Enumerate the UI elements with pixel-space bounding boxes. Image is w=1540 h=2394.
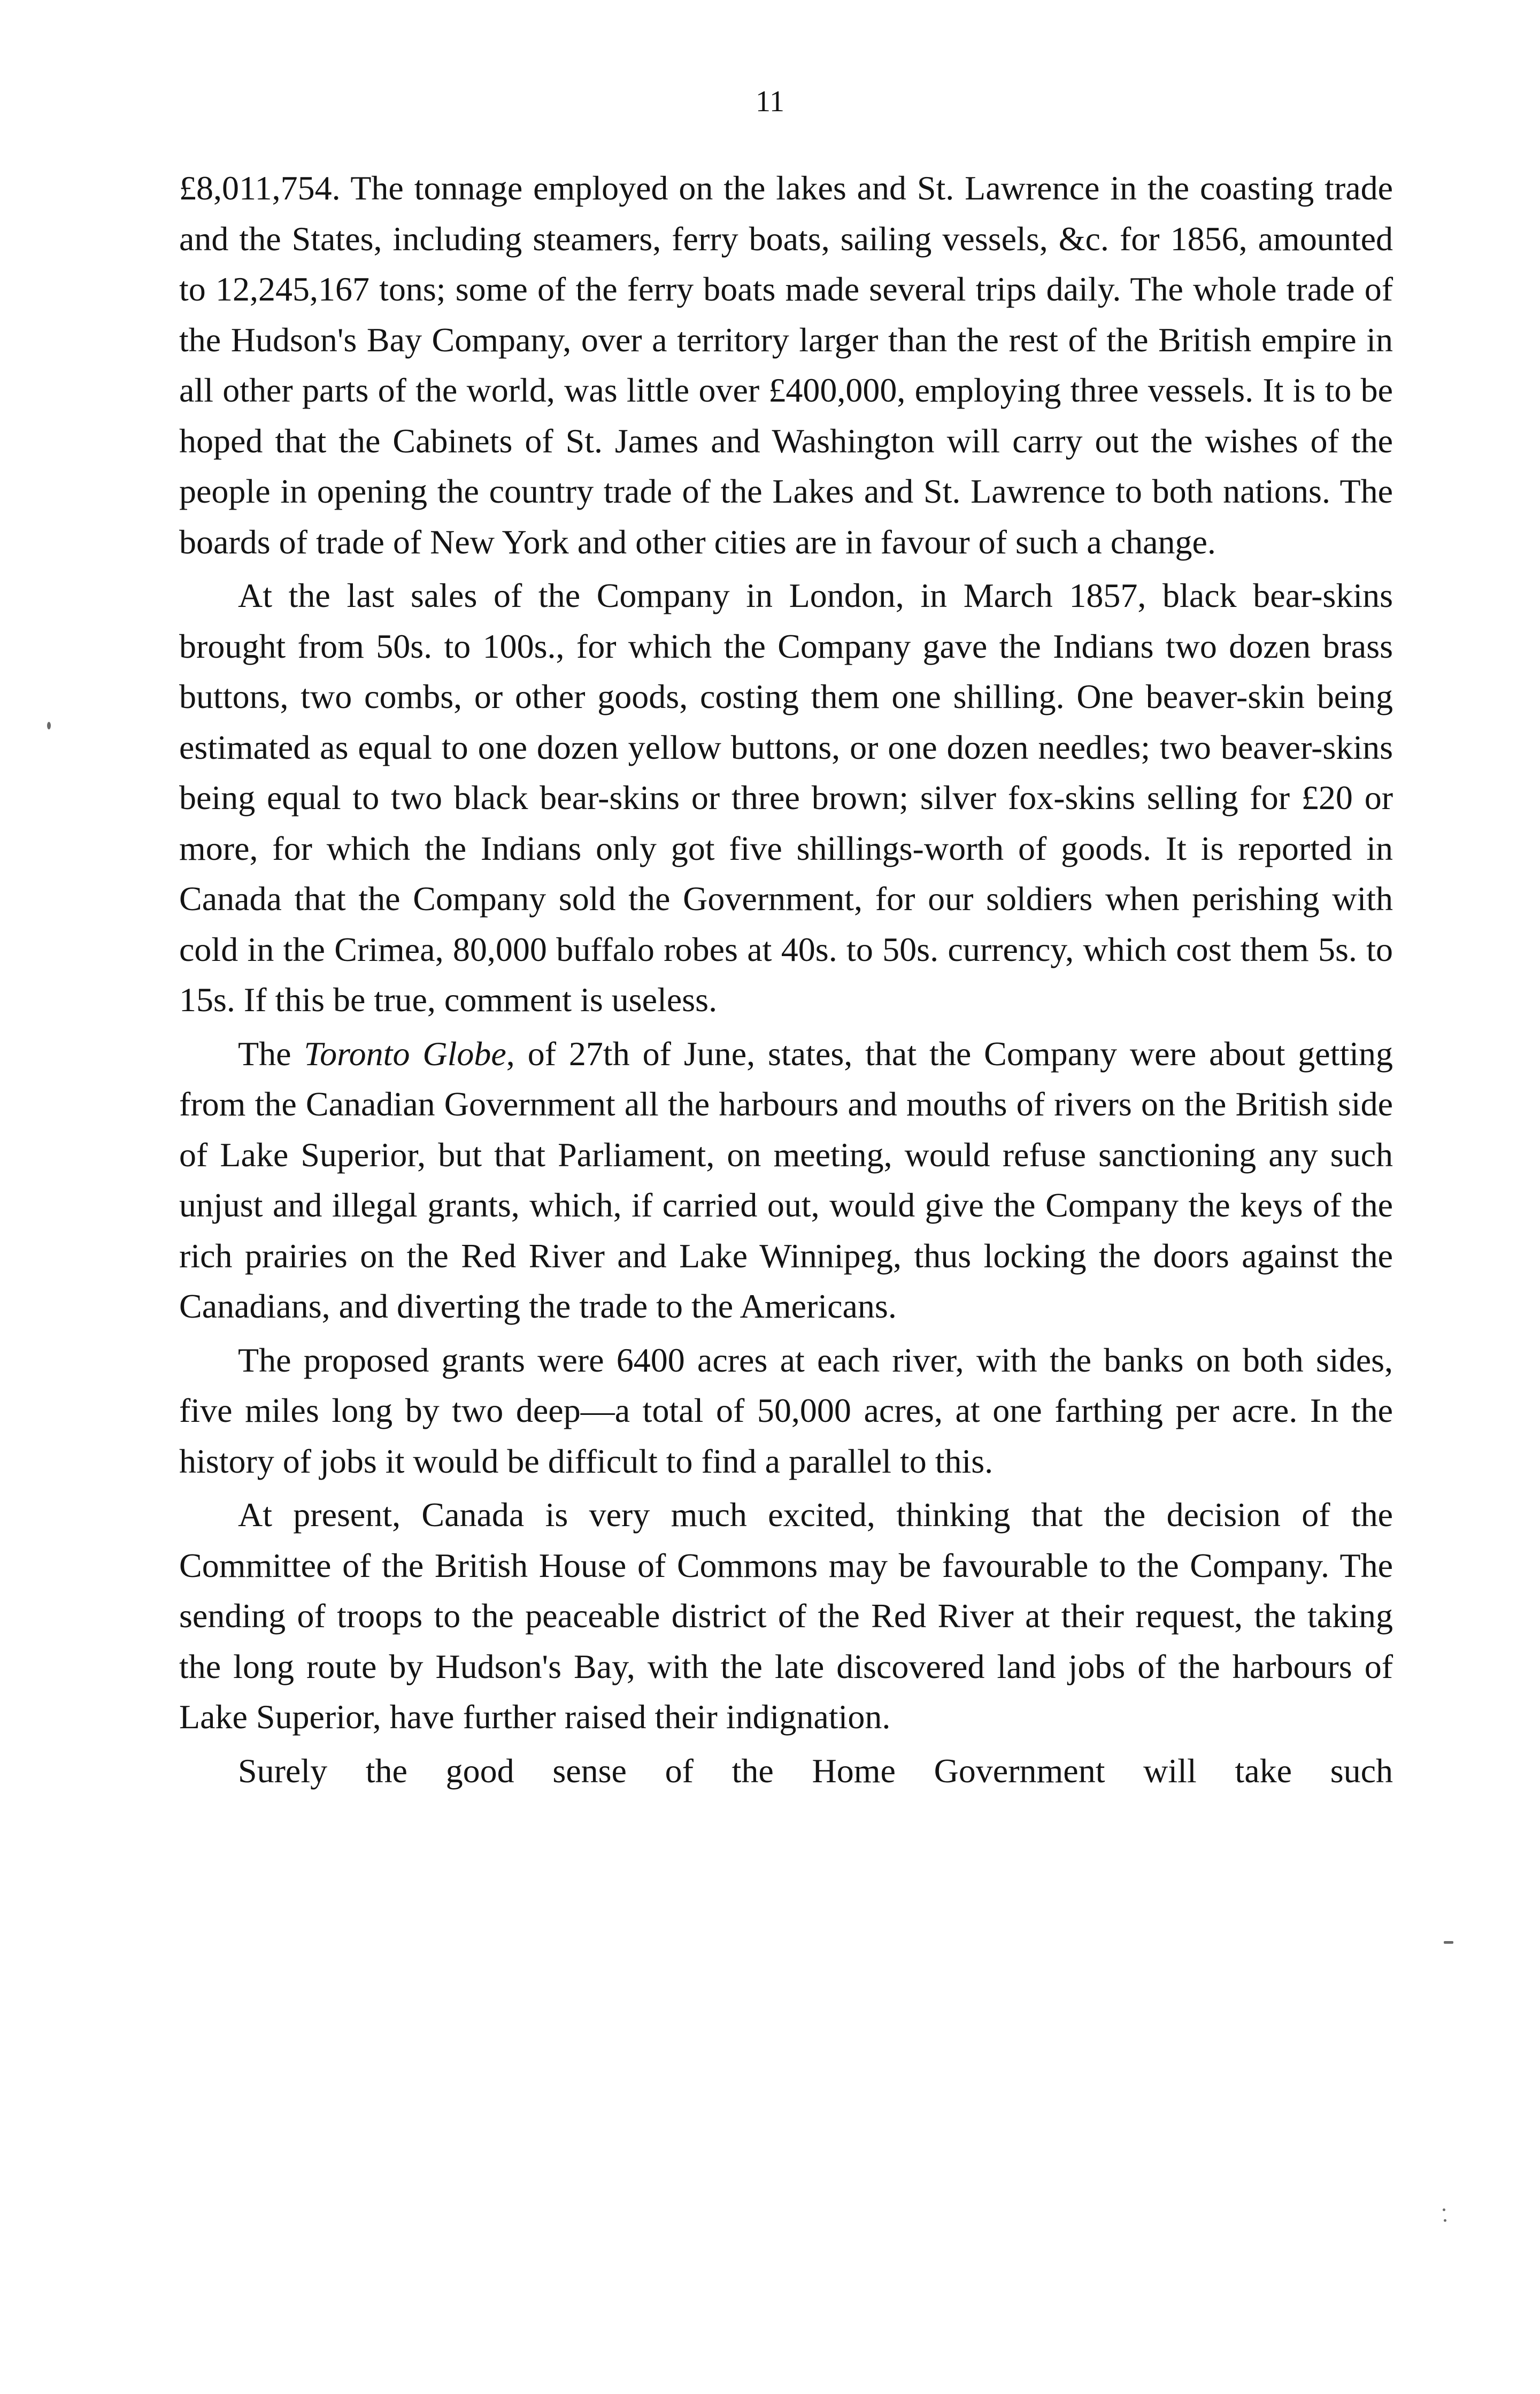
paragraph-5: At present, Canada is very much excited, thinking that the decision of the Committee of the British House of Commons may be favourable to the Company. The sending of troops to the peaceable district of the Red River at their request, the taking the long route by Hudson's Bay, with the late discovered land jobs of the harbours of Lake Superior, have further raised their indignation. [179,1496,1393,1736]
margin-speck [1444,1941,1453,1944]
newspaper-title: Toronto Globe [304,1034,506,1073]
paragraph-1: £8,011,754. The tonnage employed on the lakes and St. Lawrence in the coasting trade and the States, including steamers, ferry boats, sailing vessels, &c. for 1856, amounted to 12,245,167 tons; some of the ferry boats made several trips daily. The whole trade of the Hudson's Bay Company, over a territory larger than the rest of the British empire in all other parts of the world, was little over £400,000, employing three vessels. It is to be hoped that the Cabinets of St. James and Washington will carry out the wishes of the people in opening the country trade of the Lakes and St. Lawrence to both nations. The boards of trade of New York and other cities are in favour of such a change. [179,169,1393,561]
paragraph-4: The proposed grants were 6400 acres at each river, with the banks on both sides, five miles long by two deep—a total of 50,000 acres, at one farthing per acre. In the history of jobs it would be difficult to find a parallel to this. [179,1341,1393,1480]
margin-speck [1443,2208,1445,2211]
body-text [179,163,1393,1799]
margin-speck [47,722,51,729]
page-number: 11 [756,85,784,118]
margin-speck [1444,2219,1446,2222]
paragraph-2: At the last sales of the Company in London, in March 1857, black bear-skins brought from 50s. to 100s., for which the Company gave the Indians two dozen brass buttons, two combs, or other goods, costing them one shilling. One beaver-skin being estimated as equal to one dozen yellow buttons, or one dozen needles; two beaver-skins being equal to two black bear-skins or three brown; silver fox-skins selling for £20 or more, for which the Indians only got five shillings-worth of goods. It is reported in Canada that the Company sold the Government, for our soldiers when perishing with cold in the Crimea, 80,000 buffalo robes at 40s. to 50s. currency, which cost them 5s. to 15s. If this be true, comment is useless. [179,576,1393,1019]
paragraph-3-lead: The [238,1034,304,1073]
paragraph-6: Surely the good sense of the Home Government will take such [238,1751,1393,1790]
paragraph-3 [179,1029,1393,1332]
paragraph-3-body: , of 27th of June, states, that the Company were about getting from the Canadian Government all the harbours and mouths of rivers on the British side of Lake Superior, but that Parliament, on meeting, would refuse sanctioning any such unjust and illegal grants, which, if carried out, would give the Company the keys of the rich prairies on the Red River and Lake Winnipeg, thus locking the doors against the Canadians, and diverting the trade to the Americans. [179,1034,1393,1325]
